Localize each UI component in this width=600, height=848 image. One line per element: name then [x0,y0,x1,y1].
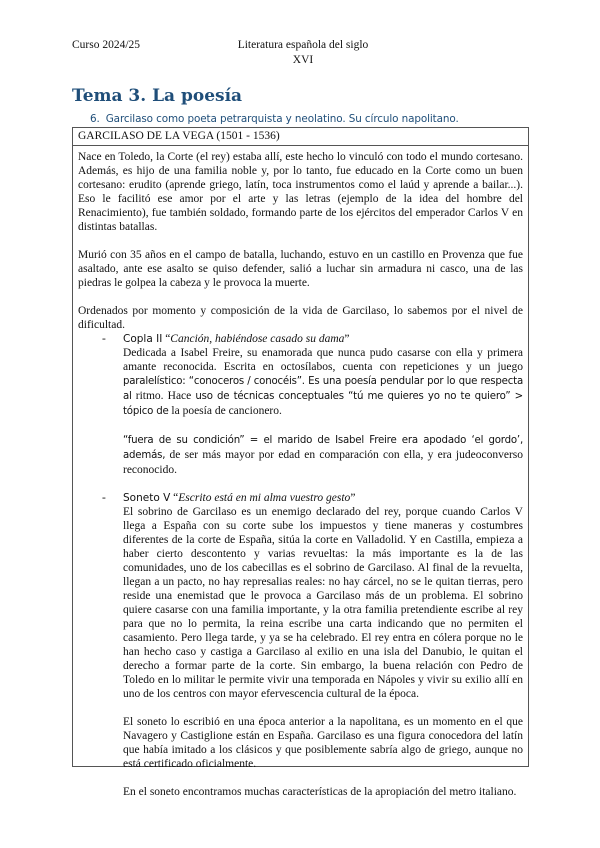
item-label: Soneto V [123,492,171,504]
header-subject-line2: XVI [292,54,314,66]
text-run: la poesía de cancionero. [168,405,282,417]
header-subject [222,38,384,68]
text-run: ritmo. Hace [131,390,196,402]
section-subtitle-text: Garcilaso como poeta petrarquista y neolatino. Su círculo napolitano. [105,113,459,125]
item-note-copla [123,433,523,477]
text-run-sans: paralelístico: “conoceros / conocéis”. Es una poesía pendular por lo que respecta al [123,376,523,402]
quote-mark: “ [170,492,179,504]
section-number: 6. [90,113,100,125]
item-text-copla [123,346,523,419]
paragraph-birth: Nace en Toledo, la Corte (el rey) estaba allí, este hecho lo vinculó con todo el mundo cortesano. Además, es hijo de una familia noble y, por lo tanto, fue educado en la Corte como un buen cortesano: erudito (aprende griego, latín, toca instrumentos como el laúd y aprende a bailar...). Eso le facilitó ese amor por el arte y las letras (ejemplo de la idea del hombre del Renacimiento), fue también soldado, formando parte de los ejércitos del emperador Carlos V en distintas batallas. [78,151,523,233]
item-title-copla [123,332,523,346]
text-run-sans: “fuera de su condición” = el marido de Isabel Freire era apodado ‘el gordo’, además, [123,435,523,461]
item-text-soneto-2: El soneto lo escribió en una época anterior a la napolitana, es un momento en el que Navagero y Castiglione están en España. Garcilaso es una figura conocedora del latín que había imitado a los clásicos y que posiblemente sabría algo de griego, aunque no está certificado oficialmente. [123,716,523,770]
quote-mark: “ [162,333,171,345]
item-text-soneto-3: En el soneto encontramos muchas características de la apropiación del metro italiano. [123,786,517,798]
list-item-soneto [78,491,523,799]
item-poem-title: Canción, habiéndose casado su dama [170,333,345,345]
paragraph-death: Murió con 35 años en el campo de batalla, luchando, estuvo en un castillo en Provenza que fue asaltado, ante ese asalto se quiso defender, salió a luchar sin armadura ni casco, una de las piedras le golpea la cabeza y le provoca la muerte. [78,249,523,289]
list-dash: - [102,492,106,504]
header-course: Curso 2024/25 [72,39,141,51]
quote-mark: ” [350,492,356,504]
page-title: Tema 3. La poesía [72,86,243,106]
item-label: Copla II [123,333,163,345]
text-run: Dedicada a Isabel Freire, su enamorada que nunca pudo casarse con ella y primera amante reconocida. Escrita en octosílabos, cuenta con repeticiones y un juego [123,347,523,373]
header-subject-line1: Literatura española del siglo [237,39,369,51]
item-text-soneto-1: El sobrino de Garcilaso es un enemigo declarado del rey, porque cuando Carlos V llega a España con su corte sube los impuestos y tiene maneras y costumbres diferentes de la corte de España, sitúa la corte en Valladolid. Y en Castilla, empieza a haber cierto descontento y varias revueltas: la más importante es la de las comunidades, uno de los cabecillas es el sobrino de Garcilaso. Al final de la revuelta, llegan a un pacto, no hay represalias reales: no hay cárcel, no se le quitan tierras, pero reside una enemistad que le provoca a Garcilaso más de un problema. El sobrino quiere casarse con una familia importante, y la otra familia pretendiente escribe al rey para que no lo permita, la reina escribe una carta indicando que no permiten el casamiento. Pero llega tarde, y ya se ha celebrado. El rey entra en cólera porque no le han hecho caso y castiga a Garcilaso al exilio en una isla del Danubio, le quitan el derecho a formar parte de la corte. Sin embargo, la buena relación con Pedro de Toledo en lo militar le permite vivir una temporada en Nápoles y vivir su exilio allí en uno de los centros con mayor efervescencia cultural de la época. [123,506,523,700]
text-run: de ser más mayor por edad en comparación con ella, y era judeoconverso reconocido. [123,449,523,476]
content-box [72,127,529,798]
list-dash: - [102,333,106,345]
text-run-sans: uso de técnicas conceptuales “tú me quieres yo no te quiero” > tópico de [123,391,523,417]
box-body [73,146,528,799]
item-poem-title: Escrito está en mi alma vuestro gesto [178,492,351,504]
section-subtitle [90,113,459,125]
item-title-soneto [123,491,523,505]
paragraph-order: Ordenados por momento y composición de la vida de Garcilaso, lo sabemos por el nivel de dificultad. [78,305,523,331]
box-heading: GARCILASO DE LA VEGA (1501 - 1536) [73,128,528,146]
quote-mark: ” [344,333,350,345]
list-item-copla [78,332,523,477]
